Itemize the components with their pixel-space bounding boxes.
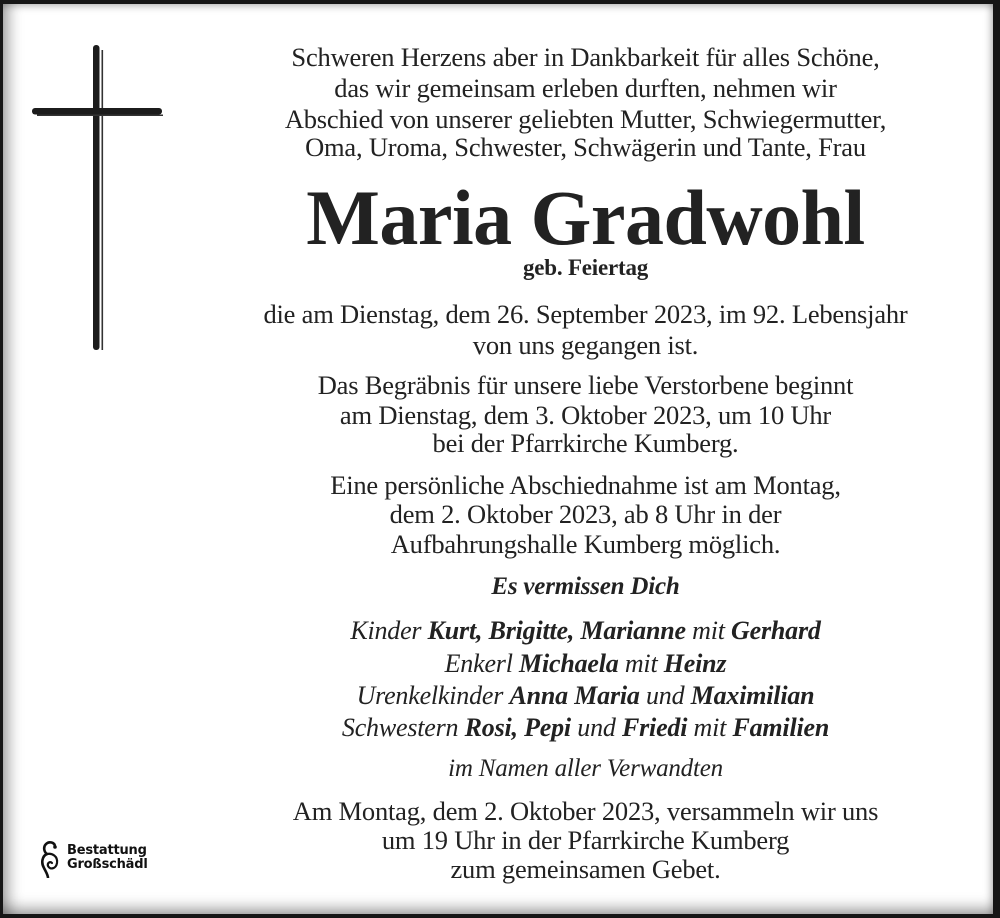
death-line: die am Dienstag, dem 26. September 2023, im 92. Lebensjahr (263, 299, 908, 329)
mourner-relation: Schwestern (341, 713, 465, 742)
funeral-home-name-line1: Bestattung (67, 843, 147, 858)
deceased-name: Maria Gradwohl (306, 174, 865, 261)
mourner-relation: mit (618, 649, 664, 678)
mourner-name: Kurt, Brigitte, Marianne (427, 616, 686, 645)
farewell-line: Aufbahrungshalle Kumberg möglich. (390, 529, 781, 559)
cross-icon (3, 4, 203, 364)
mourner-relation: Kinder (350, 616, 428, 645)
funeral-line: Das Begräbnis für unsere liebe Verstorbene beginnt (317, 370, 854, 400)
mourner-name: Rosi, Pepi (464, 713, 571, 742)
prayer-line: Am Montag, dem 2. Oktober 2023, versammeln wir uns (292, 796, 879, 826)
mourner-line (213, 616, 958, 646)
funeral-home-logo (39, 838, 148, 878)
intro-line: Abschied von unserer geliebten Mutter, Schwiegermutter, (284, 104, 887, 134)
mourner-name: Gerhard (731, 616, 821, 645)
prayer-line: zum gemeinsamen Gebet. (450, 854, 721, 884)
mourner-line (213, 649, 958, 679)
ornamental-scroll-icon (39, 838, 63, 878)
mourner-line (213, 681, 958, 711)
mourner-relation: mit (687, 713, 733, 742)
maiden-name: geb. Feiertag (522, 255, 649, 280)
mourner-relation: mit (685, 616, 732, 645)
mourner-relation: Enkerl (444, 649, 520, 678)
farewell-line: dem 2. Oktober 2023, ab 8 Uhr in der (389, 499, 782, 529)
mourner-relation: Urenkelkinder (356, 681, 510, 710)
obituary-notice (3, 4, 993, 914)
intro-line: das wir gemeinsam erleben durften, nehmen wir (334, 73, 837, 103)
mourner-relation: und (570, 713, 622, 742)
mourner-line (213, 713, 958, 743)
funeral-line: am Dienstag, dem 3. Oktober 2023, um 10 Uhr (339, 400, 832, 430)
intro-line: Oma, Uroma, Schwester, Schwägerin und Tante, Frau (305, 132, 866, 162)
mourner-relation: und (639, 681, 691, 710)
mourner-name: Familien (732, 713, 830, 742)
mourner-name: Friedi (621, 713, 688, 742)
farewell-line: Eine persönliche Abschiednahme ist am Montag, (330, 470, 841, 500)
mourner-name: Heinz (663, 649, 727, 678)
mourner-name: Maximilian (690, 681, 815, 710)
prayer-line: um 19 Uhr in der Pfarrkirche Kumberg (381, 825, 790, 855)
mourner-name: Michaela (519, 649, 619, 678)
intro-line: Schweren Herzens aber in Dankbarkeit für alles Schöne, (291, 42, 880, 72)
mourner-name: Anna Maria (509, 681, 640, 710)
relatives-line: im Namen aller Verwandten (448, 755, 723, 782)
death-line: von uns gegangen ist. (472, 330, 699, 360)
mourners-heading: Es vermissen Dich (491, 573, 680, 600)
funeral-home-name-line2: Großschädl (67, 857, 148, 872)
funeral-line: bei der Pfarrkirche Kumberg. (432, 428, 739, 458)
